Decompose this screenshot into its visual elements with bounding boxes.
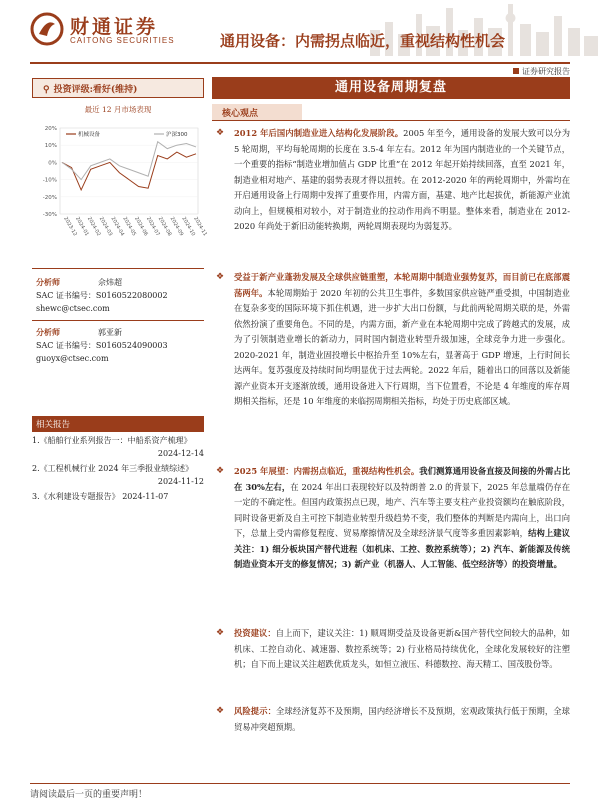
related-reports-list: [32, 434, 204, 505]
y-tick-label: 0%: [48, 160, 57, 167]
paragraph-risk-warning: [218, 704, 570, 735]
x-tick-label: 2024-10: [180, 216, 197, 238]
core-views-tab: 核心观点: [212, 104, 302, 120]
paragraph-body: 全球经济复苏不及预期，国内经济增长不及预期，宏观政策执行低于预期，全球贸易冲突超预期。: [234, 706, 570, 732]
footer-disclaimer: 请阅读最后一页的重要声明！: [30, 790, 148, 800]
y-tick-label: -20%: [42, 194, 57, 201]
x-tick-label: 2023-12: [62, 216, 78, 238]
report-type-label: 证券研究报告: [522, 67, 570, 76]
related-report-item[interactable]: [32, 490, 204, 503]
investment-rating: [32, 78, 204, 98]
rating-label: 投资评级:看好(维持): [53, 85, 138, 95]
chart-frame: [60, 128, 198, 214]
diamond-bullet-icon: ❖: [216, 128, 225, 138]
y-tick-label: 20%: [44, 126, 57, 132]
company-logo: [30, 10, 180, 48]
section-banner: 通用设备周期复盘: [212, 77, 570, 99]
paragraph-structural-development: [218, 126, 570, 235]
related-report-date: 2024-11-12: [157, 477, 204, 486]
x-tick-label: 2024-07: [144, 216, 161, 238]
paragraph-heading: 2012 年后国内制造业进入结构化发展阶段。: [234, 128, 404, 138]
paragraph-heading: 2025 年展望：内需拐点临近，重视结构性机会。: [234, 466, 420, 476]
related-report-title[interactable]: 2.《工程机械行业 2024 年三季报业绩综述》: [32, 464, 194, 473]
related-report-item[interactable]: [32, 462, 204, 488]
related-report-title[interactable]: 3.《水利建设专题报告》: [32, 492, 120, 501]
series-line-1: [62, 152, 196, 190]
related-report-date: 2024-11-07: [122, 492, 169, 501]
square-bullet-icon: [513, 68, 519, 74]
paragraph-body: 本轮周期始于 2020 年初的公共卫生事件，多数国家供应链严重受损，中国制造业在复杂多变的国际环境下抓住机遇，进一步扩大出口份额，与此前两轮周期关联的是，外需依然扮演了重要角色。不同的是，内需方面，新产业在本轮周期中完成了跨越式的发展，成为了引领制造业增长的新动力，同时国内制造业转型升级加速，全球竞争力进一步强化。2020-2021 年，制造业固投增长中枢抬升至 10%左右，显著高于 GDP 增速，上行时间长达两年。复苏强度及持续时间均明显优于过去两轮。2022 年后，随着出口的回落以及新能源产业资本开支逐渐放缓，通用设备进入下行周期，当下位置看，不论是 4 年维度的库存周期相关指标，还是 10 年维度的来临拐周期相关指标，均处于历史底部区域。: [234, 287, 570, 406]
legend-label: 沪深300: [166, 132, 188, 138]
report-title: 通用设备：内需拐点临近，重视结构性机会: [220, 32, 506, 50]
diamond-bullet-icon: ❖: [216, 466, 225, 476]
logo-text-en: CAITONG SECURITIES: [70, 36, 175, 45]
paragraph-investment-advice: [218, 626, 570, 673]
analyst-role: 分析师: [36, 327, 60, 337]
analyst-name: 佘炜超: [98, 278, 122, 287]
analyst-cert: SAC 证书编号：S0160522080002: [36, 291, 168, 300]
y-tick-label: -30%: [42, 212, 57, 218]
report-type: [513, 66, 570, 77]
analyst-email[interactable]: shewc@ctsec.com: [36, 304, 110, 313]
y-tick-label: 10%: [44, 143, 57, 150]
x-tick-label: 2024-05: [121, 216, 138, 238]
x-tick-label: 2024-06: [133, 216, 149, 238]
analyst-block-2: [36, 326, 204, 365]
x-tick-label: 2024-01: [74, 216, 90, 238]
related-report-title[interactable]: 1.《船舶行业系列报告一：中船系资产梳理》: [32, 436, 192, 445]
related-reports-heading: 相关报告: [32, 416, 204, 432]
x-tick-label: 2024-09: [168, 216, 185, 238]
paragraph-body: 自上而下，建议关注：1) 顺周期受益及设备更新&国产替代空间较大的品种，如机床、工控自动化、减速器、数控系统等；2) 行业格局持续优化，全球化发展较好的注塑机；自下而上建议关注超跌优质龙头，如恒立液压、科德数控、海天精工、国茂股份等。: [234, 628, 570, 669]
paragraph-2025-outlook: [218, 464, 570, 573]
analyst-email[interactable]: guoyx@ctsec.com: [36, 354, 109, 363]
diamond-bullet-icon: ❖: [216, 628, 225, 638]
divider: [32, 320, 204, 321]
y-tick-label: -10%: [42, 177, 57, 184]
paragraph-heading: 受益于新产业蓬勃发展及全球供应链重塑，本轮周期中制造业强势复苏，而目前已在底部震荡两年。: [234, 272, 570, 298]
paragraph-current-cycle: [218, 270, 570, 410]
diamond-bullet-icon: ❖: [216, 706, 225, 716]
analyst-name: 郭亚新: [98, 328, 122, 337]
logo-mark-icon: [30, 12, 64, 46]
related-report-date: 2024-12-14: [157, 449, 204, 458]
footer-divider: [30, 783, 570, 784]
x-tick-label: 2024-04: [109, 216, 126, 238]
x-tick-label: 2024-02: [85, 216, 102, 238]
diamond-bullet-icon: ❖: [216, 272, 225, 282]
location-pin-icon: ⚲: [43, 85, 50, 95]
x-tick-label: 2024-11: [192, 216, 208, 238]
x-tick-label: 2024-03: [97, 216, 114, 238]
market-performance-chart: [32, 118, 208, 256]
x-tick-label: 2024-08: [156, 216, 173, 238]
series-line-2: [62, 142, 196, 180]
paragraph-bold: 结构上建议关注：1) 细分板块国产替代进程（如机床、工控、数控系统等）；2) 汽车、新能源及传统制造业资本开支的修复情况；3) 新产业（机器人、人工智能、低空经济等）的投资增量。: [234, 528, 570, 569]
core-views-divider: [212, 120, 570, 121]
analyst-block-1: [36, 276, 204, 315]
divider: [32, 268, 204, 269]
paragraph-heading: 投资建议：: [234, 628, 276, 638]
legend-label: 机械设备: [78, 132, 101, 138]
paragraph-body: 2005 年至今，通用设备的发展大致可以分为 5 轮周期，平均每轮周期的长度在 3.5-4 年左右。2012 年为国内制造业的一个关键节点，一个重要的指标“制造业增加值占 GDP 比重”在 2012 年起开始持续回落，直至 2021 年，制造业相对地产、基建的弱势表现才得以扭转。在 2012-2020 年的两轮周期中，外需均在开启通用设备上行周期中发挥了重要作用，内需方面，基建、地产比起拔优，新能源产业流动向上，但规模相对较小，对于制造业的拉动作用尚不明显。整体来看，制造业在 2012-2020 年尚处于新旧动能转换期，两轮周期表现均为弱复苏。: [234, 128, 570, 231]
paragraph-bold: 我们测算通用设备直接及间接的外需占比在 30%左右，: [234, 466, 570, 492]
analyst-cert: SAC 证书编号：S0160524090003: [36, 341, 168, 350]
logo-text-cn: 财通证券: [70, 16, 159, 38]
analyst-role: 分析师: [36, 277, 60, 287]
paragraph-body: 在 2024 年出口表现较好以及特朗普 2.0 的背景下，2025 年总量端仍存在一定的不确定性。但国内政策拐点已现，地产、汽车等主要支柱产业投资额均在触底阶段，同时设备更新及自主可控下制造业转型升级趋势不变，我们整体的判断是内需向上，出口向下，总量上受内需修复程度、贸易摩擦情况及全球经济景气度等多重因素影响，: [234, 481, 570, 538]
chart-title: 最近 12 月市场表现: [84, 105, 152, 114]
paragraph-heading: 风险提示：: [234, 706, 277, 716]
related-report-item[interactable]: [32, 434, 204, 460]
header-divider: [30, 62, 570, 64]
